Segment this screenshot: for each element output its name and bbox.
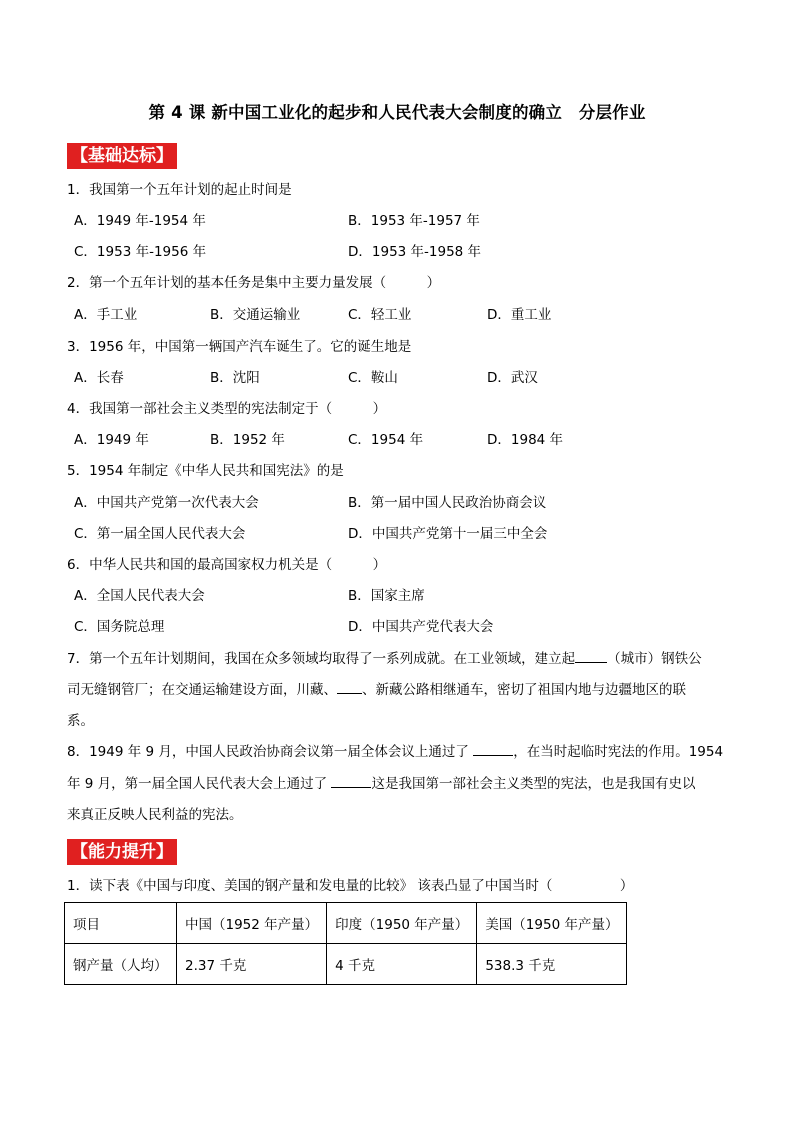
table-cell: 钢产量（人均） <box>65 944 177 985</box>
question-8-text: 8．1949 年 9 月，中国人民政治协商会议第一届全体会议上通过了 <box>67 744 474 760</box>
question-8-line-2 <box>67 775 695 793</box>
table-header-row <box>65 903 627 944</box>
question-3-stem: 3．1956 年，中国第一辆国产汽车诞生了。它的诞生地是 <box>67 339 412 355</box>
question-5-option-c: C．第一届全国人民代表大会 <box>74 526 246 542</box>
table-row <box>65 944 627 985</box>
question-7-text: （城市）钢铁公 <box>607 651 702 667</box>
question-7-line-3: 系。 <box>67 713 94 729</box>
ability-question-1-stem: 1．读下表《中国与印度、美国的钢产量和发电量的比较》 该表凸显了中国当时（ ） <box>67 878 634 894</box>
table-header-cell: 中国（1952 年产量） <box>177 903 327 944</box>
question-2-option-a: A．手工业 <box>74 307 138 323</box>
table-header-cell: 项目 <box>65 903 177 944</box>
question-8-line-1 <box>67 743 723 761</box>
question-7-line-2 <box>67 681 686 699</box>
question-8-text: ，在当时起临时宪法的作用。1954 <box>513 744 724 760</box>
question-1-option-c: C．1953 年-1956 年 <box>74 244 207 260</box>
answer-blank <box>473 743 513 756</box>
answer-blank <box>331 775 371 788</box>
answer-blank <box>575 650 607 663</box>
answer-blank <box>337 681 362 694</box>
question-2-option-c: C．轻工业 <box>348 307 412 323</box>
question-2-stem: 2．第一个五年计划的基本任务是集中主要力量发展（ ） <box>67 275 441 291</box>
question-2-option-b: B．交通运输业 <box>210 307 301 323</box>
table-cell: 2.37 千克 <box>177 944 327 985</box>
question-1-option-b: B．1953 年-1957 年 <box>348 213 480 229</box>
table-header-cell: 美国（1950 年产量） <box>477 903 627 944</box>
question-6-option-d: D．中国共产党代表大会 <box>348 619 494 635</box>
question-4-option-c: C．1954 年 <box>348 432 424 448</box>
question-4-stem: 4．我国第一部社会主义类型的宪法制定于（ ） <box>67 401 387 417</box>
question-6-option-b: B．国家主席 <box>348 588 425 604</box>
question-3-option-a: A．长春 <box>74 370 124 386</box>
table-header-cell: 印度（1950 年产量） <box>327 903 477 944</box>
question-5-stem: 5．1954 年制定《中华人民共和国宪法》的是 <box>67 463 344 479</box>
question-6-option-c: C．国务院总理 <box>74 619 165 635</box>
question-1-option-d: D．1953 年-1958 年 <box>348 244 482 260</box>
question-2-option-d: D．重工业 <box>487 307 552 323</box>
question-7-text: 、新藏公路相继通车，密切了祖国内地与边疆地区的联 <box>362 682 686 698</box>
question-5-option-d: D．中国共产党第十一届三中全会 <box>348 526 548 542</box>
question-3-option-d: D．武汉 <box>487 370 538 386</box>
question-5-option-a: A．中国共产党第一次代表大会 <box>74 495 259 511</box>
question-8-text: 年 9 月，第一届全国人民代表大会上通过了 <box>67 776 332 792</box>
question-3-option-c: C．鞍山 <box>348 370 398 386</box>
section-ability-header: 【能力提升】 <box>67 839 177 865</box>
question-8-line-3: 来真正反映人民利益的宪法。 <box>67 807 243 823</box>
question-7-line-1 <box>67 650 702 668</box>
comparison-table <box>64 902 627 985</box>
question-4-option-a: A．1949 年 <box>74 432 149 448</box>
question-1-stem: 1．我国第一个五年计划的起止时间是 <box>67 182 292 198</box>
question-7-text: 7．第一个五年计划期间，我国在众多领域均取得了一系列成就。在工业领域，建立起 <box>67 651 576 667</box>
question-1-option-a: A．1949 年-1954 年 <box>74 213 206 229</box>
table-cell: 4 千克 <box>327 944 477 985</box>
page-title: 第 4 课 新中国工业化的起步和人民代表大会制度的确立 分层作业 <box>148 103 646 122</box>
question-8-text: 这是我国第一部社会主义类型的宪法，也是我国有史以 <box>371 776 696 792</box>
question-6-option-a: A．全国人民代表大会 <box>74 588 205 604</box>
question-7-text: 司无缝钢管厂；在交通运输建设方面，川藏、 <box>67 682 337 698</box>
question-3-option-b: B．沈阳 <box>210 370 260 386</box>
section-basic-header: 【基础达标】 <box>67 143 177 169</box>
question-4-option-b: B．1952 年 <box>210 432 285 448</box>
question-6-stem: 6．中华人民共和国的最高国家权力机关是（ ） <box>67 557 387 573</box>
table-cell: 538.3 千克 <box>477 944 627 985</box>
question-4-option-d: D．1984 年 <box>487 432 564 448</box>
question-5-option-b: B．第一届中国人民政治协商会议 <box>348 495 547 511</box>
